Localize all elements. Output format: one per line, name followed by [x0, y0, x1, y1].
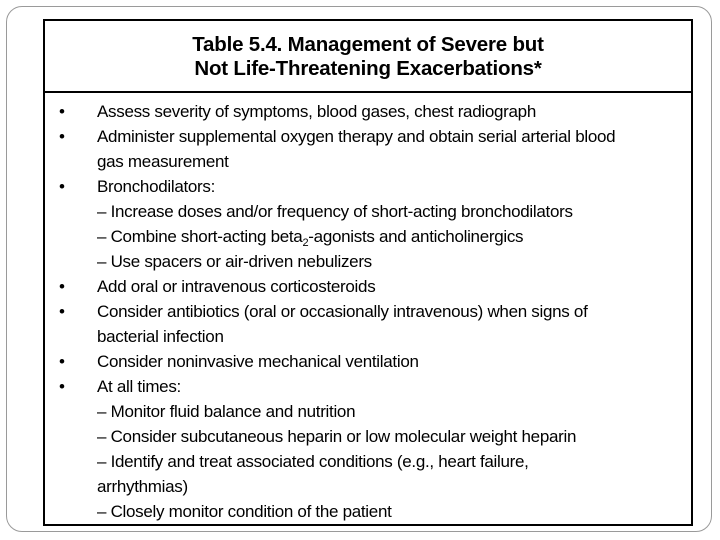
- sub-item-combine-agonists: [97, 224, 681, 249]
- list-item-assess-severity: [45, 99, 691, 124]
- list-item-text: Assess severity of symptoms, blood gases, chest radiograph: [97, 102, 536, 121]
- list-item-text: Add oral or intravenous corticosteroids: [97, 277, 376, 296]
- list-item-oxygen-therapy: [45, 124, 691, 174]
- bullet-icon: •: [59, 352, 65, 371]
- list-item-ventilation: [45, 349, 691, 374]
- sub-item-monitor-patient: – Closely monitor condition of the patient: [97, 502, 392, 521]
- bullet-icon: •: [59, 177, 65, 196]
- sub-item-text-before: – Combine short-acting beta: [97, 227, 303, 246]
- sub-item-text-after: -agonists and anticholinergics: [308, 227, 524, 246]
- table-title-line-2: Not Life-Threatening Exacerbations*: [194, 57, 542, 80]
- management-list: [45, 99, 691, 524]
- subscript-2: 2: [302, 237, 309, 249]
- list-item-text: At all times:: [97, 377, 181, 396]
- table-title-line-1: Table 5.4. Management of Severe but: [192, 33, 544, 56]
- sub-item-spacers: – Use spacers or air-driven nebulizers: [97, 252, 372, 271]
- sub-item-increase-doses: – Increase doses and/or frequency of short-acting bronchodilators: [97, 202, 573, 221]
- bullet-icon: •: [59, 302, 65, 321]
- list-item-corticosteroids: [45, 274, 691, 299]
- list-item-bronchodilators: [45, 174, 691, 274]
- sub-item-associated-conditions-cont: arrhythmias): [97, 477, 188, 496]
- bullet-icon: •: [59, 102, 65, 121]
- list-item-text-line-2: bacterial infection: [97, 327, 224, 346]
- bullet-icon: •: [59, 127, 65, 146]
- bullet-icon: •: [59, 377, 65, 396]
- list-item-antibiotics: [45, 299, 691, 349]
- list-item-text-line-2: gas measurement: [97, 152, 229, 171]
- slide-frame: [6, 6, 712, 532]
- list-item-at-all-times: [45, 374, 691, 524]
- sub-item-associated-conditions: – Identify and treat associated conditions (e.g., heart failure,: [97, 452, 529, 471]
- table-title: [45, 21, 691, 93]
- list-item-text-line-1: Consider antibiotics (oral or occasionally intravenous) when signs of: [97, 302, 588, 321]
- sub-item-heparin: – Consider subcutaneous heparin or low molecular weight heparin: [97, 427, 577, 446]
- list-item-text-line-1: Administer supplemental oxygen therapy and obtain serial arterial blood: [97, 127, 616, 146]
- list-item-text: Bronchodilators:: [97, 177, 216, 196]
- bullet-icon: •: [59, 277, 65, 296]
- sub-item-fluid-balance: – Monitor fluid balance and nutrition: [97, 402, 356, 421]
- list-item-text: Consider noninvasive mechanical ventilation: [97, 352, 419, 371]
- table-5-4: [43, 19, 693, 526]
